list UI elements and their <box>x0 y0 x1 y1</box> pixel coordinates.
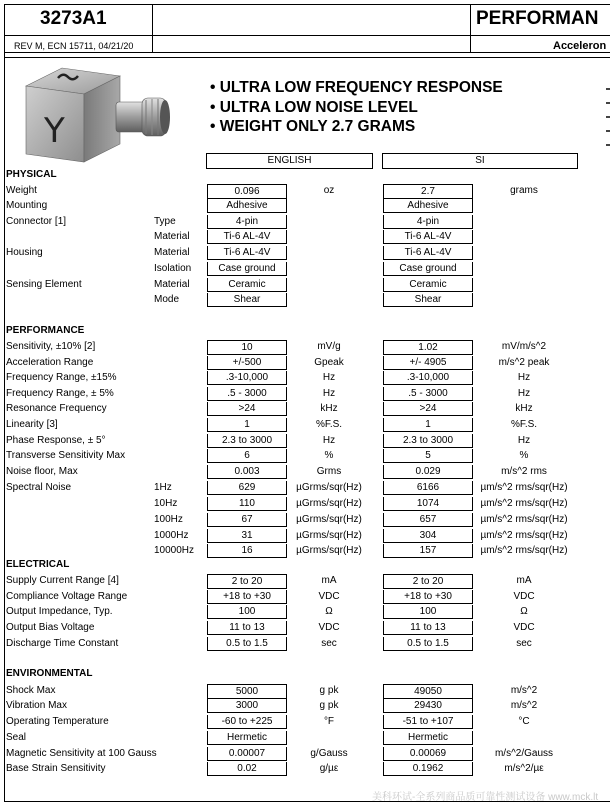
si-value: 5 <box>383 449 473 463</box>
column-header-si: SI <box>382 153 578 169</box>
si-unit: grams <box>510 185 538 196</box>
english-unit: g pk <box>319 685 339 696</box>
spec-label: Mounting <box>6 200 48 211</box>
english-unit: µGrms/sqr(Hz) <box>296 530 362 541</box>
si-value: >24 <box>383 402 473 416</box>
english-value: 4-pin <box>207 215 287 229</box>
english-value: 0.5 to 1.5 <box>207 637 287 651</box>
si-value: Ti-6 AL-4V <box>383 246 473 260</box>
english-value: >24 <box>207 402 287 416</box>
si-unit: Hz <box>517 372 531 383</box>
english-value: 2 to 20 <box>207 574 287 589</box>
si-unit: m/s^2 <box>510 685 538 696</box>
si-value: 49050 <box>383 684 473 699</box>
section-physical: PHYSICAL <box>6 169 57 180</box>
si-value: 304 <box>383 529 473 543</box>
si-value: 0.029 <box>383 465 473 479</box>
feature-item: • WEIGHT ONLY 2.7 GRAMS <box>210 118 416 135</box>
si-value: 29430 <box>383 699 473 713</box>
spec-sublabel: Material <box>154 231 190 242</box>
english-value: .3-10,000 <box>207 371 287 385</box>
si-unit: m/s^2/µε <box>504 763 544 774</box>
si-unit: kHz <box>515 403 533 414</box>
si-unit: sec <box>516 638 532 649</box>
english-unit: kHz <box>320 403 338 414</box>
english-unit: Ω <box>325 606 333 617</box>
english-value: Case ground <box>207 262 287 276</box>
spec-label: Compliance Voltage Range <box>6 591 128 602</box>
spec-label: Sensing Element <box>6 279 82 290</box>
section-electrical: ELECTRICAL <box>6 559 70 570</box>
si-value: 1074 <box>383 497 473 511</box>
english-value: 3000 <box>207 699 287 713</box>
feature-list <box>210 78 503 137</box>
si-value: Case ground <box>383 262 473 276</box>
english-value: 31 <box>207 529 287 543</box>
spec-label: Acceleration Range <box>6 357 94 368</box>
spec-sublabel: Type <box>154 216 176 227</box>
feature-item: • ULTRA LOW NOISE LEVEL <box>210 98 418 116</box>
si-unit: mV/m/s^2 <box>501 341 547 352</box>
si-unit: VDC <box>513 591 535 602</box>
spec-label: Discharge Time Constant <box>6 638 119 649</box>
si-value: 1.02 <box>383 340 473 355</box>
si-unit: Hz <box>517 435 531 446</box>
english-value: -60 to +225 <box>207 715 287 729</box>
si-value: 0.1962 <box>383 762 473 776</box>
english-unit: Grms <box>316 466 342 477</box>
english-value: 0.02 <box>207 762 287 776</box>
si-value: Hermetic <box>383 731 473 745</box>
english-unit: µGrms/sqr(Hz) <box>296 514 362 525</box>
si-unit: µm/s^2 rms/sqr(Hz) <box>480 514 568 525</box>
si-unit: µm/s^2 rms/sqr(Hz) <box>480 530 568 541</box>
english-value: 2.3 to 3000 <box>207 434 287 448</box>
si-value: .3-10,000 <box>383 371 473 385</box>
si-unit: µm/s^2 rms/sqr(Hz) <box>480 498 568 509</box>
english-value: 11 to 13 <box>207 621 287 635</box>
spec-label: Spectral Noise <box>6 482 72 493</box>
si-value: +/- 4905 <box>383 356 473 370</box>
spec-sublabel: Mode <box>154 294 180 305</box>
si-unit: m/s^2 rms <box>501 466 547 477</box>
feature-item: • ULTRA LOW FREQUENCY RESPONSE <box>210 79 503 96</box>
si-unit: VDC <box>513 622 535 633</box>
english-value: Hermetic <box>207 731 287 745</box>
english-value: 5000 <box>207 684 287 699</box>
si-unit: mA <box>516 575 532 586</box>
si-value: 6166 <box>383 481 473 495</box>
si-value: 657 <box>383 513 473 527</box>
si-value: .5 - 3000 <box>383 387 473 401</box>
english-value: 1 <box>207 418 287 432</box>
model-number: 3273A1 <box>40 8 107 29</box>
si-value: -51 to +107 <box>383 715 473 729</box>
si-value: Shear <box>383 293 473 307</box>
spec-label: Base Strain Sensitivity <box>6 763 106 774</box>
english-unit: Gpeak <box>314 357 344 368</box>
english-value: 0.096 <box>207 184 287 199</box>
english-value: +/-500 <box>207 356 287 370</box>
si-unit: %F.S. <box>510 419 538 430</box>
revision-info: REV M, ECN 15711, 04/21/20 <box>14 41 134 51</box>
spec-sublabel: 10Hz <box>154 498 178 509</box>
spec-label: Shock Max <box>6 685 56 696</box>
spec-label: Supply Current Range [4] <box>6 575 119 586</box>
english-value: 110 <box>207 497 287 511</box>
section-performance: PERFORMANCE <box>6 325 85 336</box>
spec-sublabel: Isolation <box>154 263 192 274</box>
accelerometer-icon <box>22 64 172 174</box>
si-unit: m/s^2 <box>510 700 538 711</box>
si-unit: Hz <box>517 388 531 399</box>
english-value: Ti-6 AL-4V <box>207 230 287 244</box>
spec-label: Vibration Max <box>6 700 67 711</box>
spec-label: Operating Temperature <box>6 716 109 727</box>
english-value: Shear <box>207 293 287 307</box>
english-value: 629 <box>207 481 287 495</box>
spec-label: Output Impedance, Typ. <box>6 606 113 617</box>
english-unit: VDC <box>318 622 340 633</box>
section-environmental: ENVIRONMENTAL <box>6 668 93 679</box>
page-subtitle: Acceleron <box>553 40 607 52</box>
si-unit: µm/s^2 rms/sqr(Hz) <box>480 545 568 556</box>
spec-sublabel: 1000Hz <box>154 530 189 541</box>
english-unit: VDC <box>318 591 340 602</box>
english-unit: sec <box>321 638 337 649</box>
english-unit: g pk <box>319 700 339 711</box>
english-value: Ceramic <box>207 278 287 292</box>
si-value: 2.3 to 3000 <box>383 434 473 448</box>
si-value: 2.7 <box>383 184 473 199</box>
english-value: 67 <box>207 513 287 527</box>
si-unit: m/s^2 peak <box>498 357 550 368</box>
english-unit: Hz <box>322 388 336 399</box>
english-unit: % <box>324 450 334 461</box>
english-unit: mV/g <box>317 341 341 352</box>
english-unit: Hz <box>322 435 336 446</box>
english-value: Adhesive <box>207 199 287 213</box>
si-value: 100 <box>383 605 473 619</box>
english-unit: oz <box>323 185 335 196</box>
spec-label: Linearity [3] <box>6 419 58 430</box>
spec-sublabel: 10000Hz <box>154 545 195 556</box>
si-value: 157 <box>383 544 473 558</box>
english-unit: g/Gauss <box>310 748 348 759</box>
english-unit: %F.S. <box>315 419 343 430</box>
spec-label: Frequency Range, ±15% <box>6 372 117 383</box>
si-unit: % <box>519 450 529 461</box>
spec-label: Noise floor, Max <box>6 466 78 477</box>
spec-label: Magnetic Sensitivity at 100 Gauss <box>6 748 157 759</box>
spec-label: Connector [1] <box>6 216 67 227</box>
si-unit: m/s^2/Gauss <box>494 748 554 759</box>
spec-sublabel: 1Hz <box>154 482 172 493</box>
english-value: 100 <box>207 605 287 619</box>
spec-label: Seal <box>6 732 27 743</box>
si-value: 2 to 20 <box>383 574 473 589</box>
si-value: 0.00069 <box>383 747 473 761</box>
spec-sublabel: Material <box>154 247 190 258</box>
english-value: Ti-6 AL-4V <box>207 246 287 260</box>
spec-label: Transverse Sensitivity Max <box>6 450 126 461</box>
english-value: 16 <box>207 544 287 558</box>
english-unit: µGrms/sqr(Hz) <box>296 498 362 509</box>
english-unit: Hz <box>322 372 336 383</box>
si-unit: µm/s^2 rms/sqr(Hz) <box>480 482 568 493</box>
si-value: 4-pin <box>383 215 473 229</box>
spec-sublabel: Material <box>154 279 190 290</box>
english-unit: µGrms/sqr(Hz) <box>296 545 362 556</box>
spec-label: Output Bias Voltage <box>6 622 95 633</box>
column-header-english: ENGLISH <box>206 153 373 169</box>
english-value: 10 <box>207 340 287 355</box>
english-unit: µGrms/sqr(Hz) <box>296 482 362 493</box>
english-unit: °F <box>323 716 335 727</box>
watermark: 美科环试-全系列商品质可靠性测试设备 www.mck.lt <box>372 792 599 803</box>
english-value: +18 to +30 <box>207 590 287 604</box>
si-unit: °C <box>518 716 530 727</box>
si-value: Ti-6 AL-4V <box>383 230 473 244</box>
english-value: .5 - 3000 <box>207 387 287 401</box>
spec-label: Housing <box>6 247 43 258</box>
spec-label: Phase Response, ± 5° <box>6 435 106 446</box>
si-value: Adhesive <box>383 199 473 213</box>
spec-label: Sensitivity, ±10% [2] <box>6 341 96 352</box>
si-value: +18 to +30 <box>383 590 473 604</box>
si-value: 1 <box>383 418 473 432</box>
si-value: 0.5 to 1.5 <box>383 637 473 651</box>
si-value: 11 to 13 <box>383 621 473 635</box>
spec-label: Frequency Range, ± 5% <box>6 388 114 399</box>
english-unit: g/µε <box>319 763 339 774</box>
english-value: 0.003 <box>207 465 287 479</box>
spec-sublabel: 100Hz <box>154 514 183 525</box>
english-unit: mA <box>321 575 337 586</box>
spec-label: Resonance Frequency <box>6 403 107 414</box>
english-value: 6 <box>207 449 287 463</box>
english-value: 0.00007 <box>207 747 287 761</box>
si-value: Ceramic <box>383 278 473 292</box>
axis-label: Y <box>44 111 65 151</box>
page-title: PERFORMAN <box>476 8 599 29</box>
spec-label: Weight <box>6 185 37 196</box>
si-unit: Ω <box>520 606 528 617</box>
